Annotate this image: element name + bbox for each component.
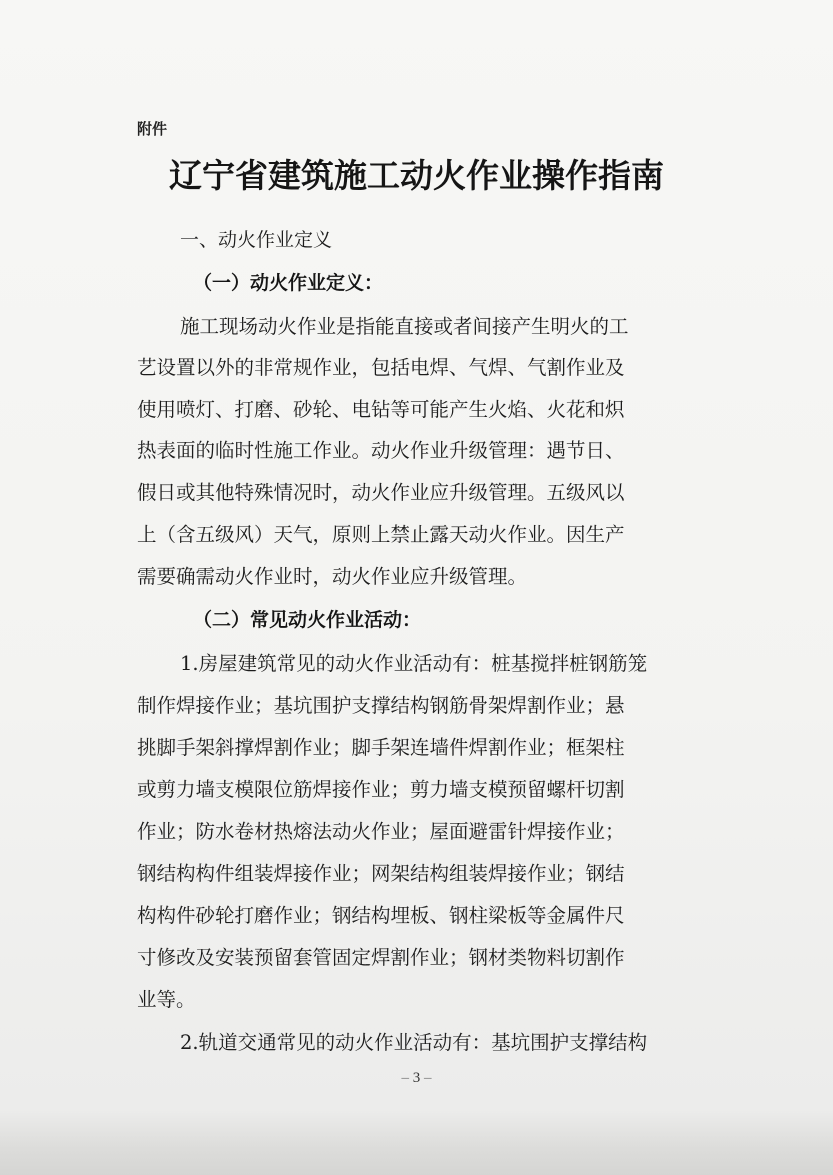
paragraph-line: 挑脚手架斜撑焊割作业；脚手架连墙件焊割作业；框架柱 xyxy=(137,736,625,759)
paragraph-line: 使用喷灯、打磨、砂轮、电钻等可能产生火焰、火花和炽 xyxy=(137,398,625,421)
paragraph-line: 制作焊接作业；基坑围护支撑结构钢筋骨架焊割作业；悬 xyxy=(137,694,625,717)
paragraph-line: 寸修改及安装预留套管固定焊割作业；钢材类物料切割作 xyxy=(137,946,625,969)
paragraph-line: 施工现场动火作业是指能直接或者间接产生明火的工 xyxy=(180,315,629,338)
document-title: 辽宁省建筑施工动火作业操作指南 xyxy=(169,156,664,195)
paragraph-line: 业等。 xyxy=(137,988,196,1011)
page-number-value: 3 xyxy=(412,1070,421,1086)
paragraph-line: 假日或其他特殊情况时，动火作业应升级管理。五级风以 xyxy=(137,481,625,504)
paragraph-line: 上（含五级风）天气，原则上禁止露天动火作业。因生产 xyxy=(137,523,625,546)
subsection-heading-activities: （二）常见动火作业活动： xyxy=(193,609,422,631)
paragraph-line: 需要确需动火作业时，动火作业应升级管理。 xyxy=(137,565,528,588)
subsection-heading-definition: （一）动火作业定义： xyxy=(193,272,384,294)
paragraph-line: 艺设置以外的非常规作业，包括电焊、气焊、气割作业及 xyxy=(137,356,625,379)
paragraph-line: 钢结构构件组装焊接作业；网架结构组装焊接作业；钢结 xyxy=(137,862,625,885)
paragraph-line: 2.轨道交通常见的动火作业活动有：基坑围护支撑结构 xyxy=(180,1031,648,1054)
paragraph-line: 1.房屋建筑常见的动火作业活动有：桩基搅拌桩钢筋笼 xyxy=(180,652,648,675)
paragraph-line: 热表面的临时性施工作业。动火作业升级管理：遇节日、 xyxy=(137,439,625,462)
section-heading-definition: 一、动火作业定义 xyxy=(180,229,333,251)
paragraph-line: 或剪力墙支模限位筋焊接作业；剪力墙支模预留螺杆切割 xyxy=(137,778,625,801)
page-number xyxy=(0,1070,833,1087)
scan-bottom-shadow xyxy=(0,1110,833,1175)
paragraph-line: 构构件砂轮打磨作业；钢结构埋板、钢柱梁板等金属件尺 xyxy=(137,904,625,927)
attachment-label: 附件 xyxy=(137,120,168,138)
page-number-dash-left: – xyxy=(401,1070,409,1086)
paragraph-line: 作业；防水卷材热熔法动火作业；屋面避雷针焊接作业； xyxy=(137,820,625,843)
page-number-dash-right: – xyxy=(424,1070,432,1086)
